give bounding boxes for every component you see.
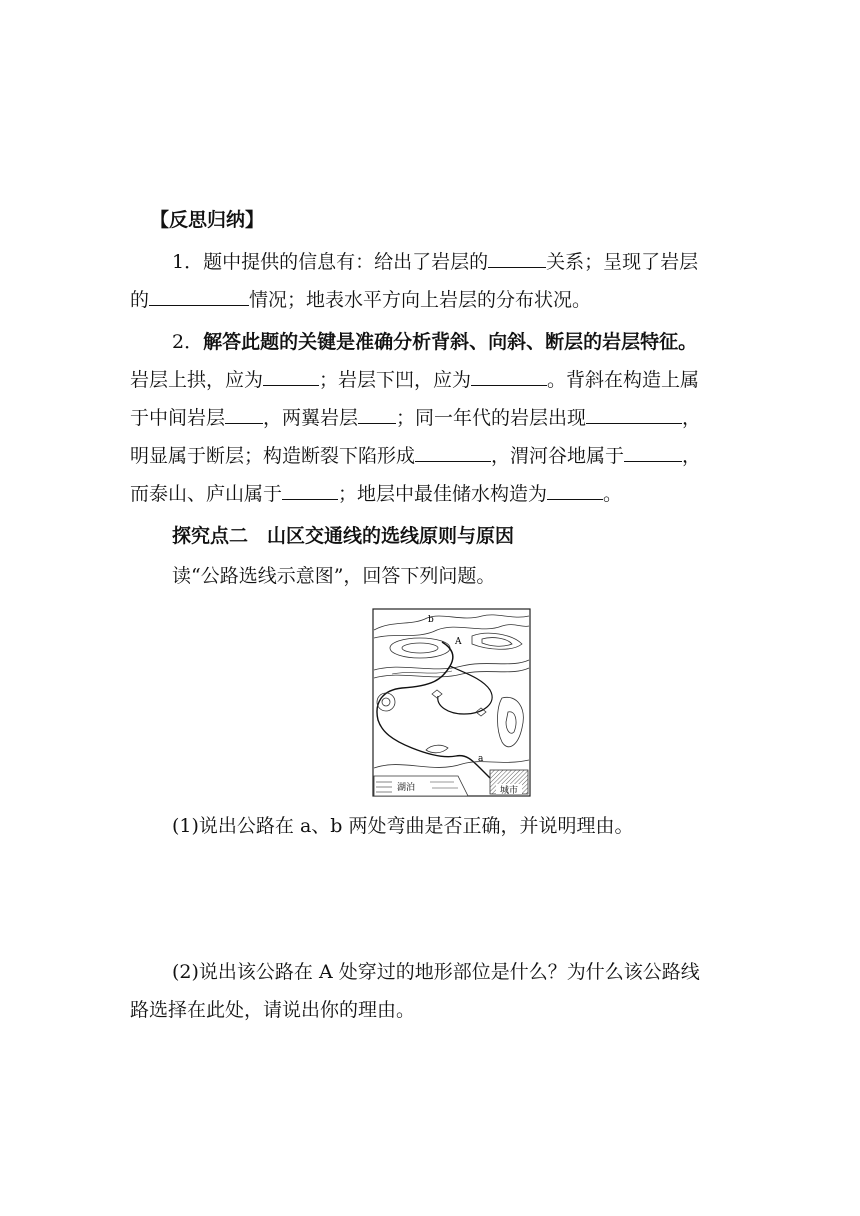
question-2-line-2 bbox=[130, 366, 730, 394]
question-2-line-4 bbox=[130, 442, 730, 470]
question-2-text: 明显属于断层；构造断裂下陷形成 bbox=[130, 445, 416, 467]
label-a: a bbox=[478, 754, 484, 764]
question-2-text: ，两翼岩层 bbox=[263, 407, 359, 429]
answer-blank[interactable] bbox=[149, 287, 249, 306]
question-2-text: 岩层上拱，应为 bbox=[130, 369, 264, 391]
lake-area bbox=[374, 776, 468, 796]
answer-blank[interactable] bbox=[624, 443, 682, 462]
answer-blank[interactable] bbox=[488, 249, 546, 268]
question-2-text: ；地层中最佳储水构造为 bbox=[338, 483, 548, 505]
question-2-text: 。背斜在构造上属 bbox=[547, 369, 700, 391]
question-1-text-c: 的 bbox=[130, 289, 150, 311]
label-A: A bbox=[455, 637, 462, 647]
inquiry-question-2-line-2: 路选择在此处，请说出你的理由。 bbox=[130, 999, 416, 1021]
answer-blank[interactable] bbox=[282, 481, 338, 500]
question-2-number: 2． bbox=[172, 331, 204, 353]
question-2-text: 。 bbox=[603, 483, 623, 505]
answer-blank[interactable] bbox=[358, 405, 396, 424]
question-2-text: ；岩层下凹，应为 bbox=[319, 369, 472, 391]
answer-blank[interactable] bbox=[415, 443, 491, 462]
inquiry-question-2-line-1: (2)说出该公路在 A 处穿过的地形部位是什么？为什么该公路线 bbox=[172, 961, 700, 983]
answer-blank[interactable] bbox=[471, 367, 547, 386]
question-2-line-5 bbox=[130, 480, 730, 508]
answer-blank[interactable] bbox=[225, 405, 263, 424]
question-2-key-point: 解答此题的关键是准确分析背斜、向斜、断层的岩层特征。 bbox=[203, 331, 698, 353]
lake-label: 湖泊 bbox=[396, 783, 416, 793]
question-2-text: ；同一年代的岩层出现 bbox=[396, 407, 587, 429]
answer-blank[interactable] bbox=[586, 405, 682, 424]
city-label: 城市 bbox=[499, 786, 519, 796]
question-1-text-a: 题中提供的信息有：给出了岩层的 bbox=[203, 251, 489, 273]
question-1-line-1 bbox=[172, 248, 772, 276]
map-frame bbox=[373, 609, 530, 796]
question-2-text: 而泰山、庐山属于 bbox=[130, 483, 283, 505]
question-1-number: 1． bbox=[172, 251, 204, 273]
label-b: b bbox=[428, 615, 434, 625]
question-1-line-2 bbox=[130, 286, 730, 314]
question-1-text-b: 关系；呈现了岩层 bbox=[546, 251, 699, 273]
question-2-text: ， bbox=[682, 445, 702, 467]
question-2-text: 于中间岩层 bbox=[130, 407, 226, 429]
question-2-line-3 bbox=[130, 404, 730, 432]
answer-blank[interactable] bbox=[547, 481, 603, 500]
answer-blank[interactable] bbox=[263, 367, 319, 386]
inquiry-intro: 读“公路选线示意图”，回答下列问题。 bbox=[172, 565, 496, 587]
question-2-line-1 bbox=[172, 328, 772, 356]
question-1-text-d: 情况；地表水平方向上岩层的分布状况。 bbox=[249, 289, 592, 311]
question-2-text: ，渭河谷地属于 bbox=[491, 445, 625, 467]
question-2-text: ， bbox=[682, 407, 702, 429]
road-route-map bbox=[372, 608, 531, 797]
section-heading-reflection: 【反思归纳】 bbox=[150, 209, 265, 231]
section-heading-inquiry: 探究点二 山区交通线的选线原则与原因 bbox=[172, 525, 515, 547]
inquiry-question-1: (1)说出公路在 a、b 两处弯曲是否正确，并说明理由。 bbox=[172, 815, 634, 837]
